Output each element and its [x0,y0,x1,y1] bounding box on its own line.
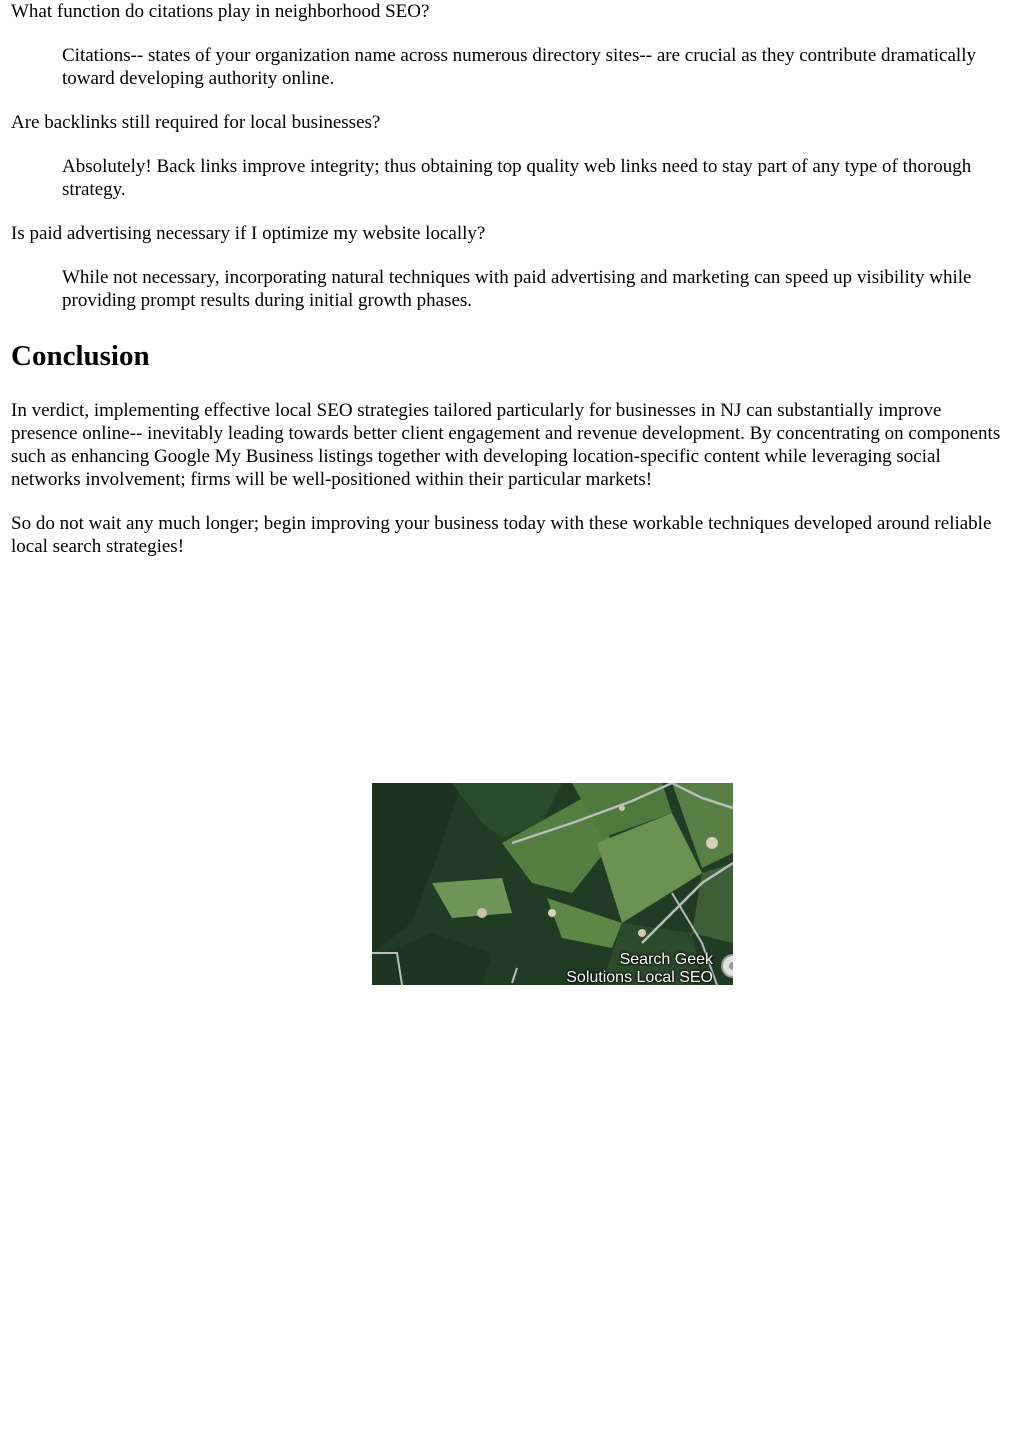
map-place-label: Solutions Local SEO [566,969,713,985]
faq-answer: While not necessary, incorporating natural techniques with paid advertising and marketing can speed up visibility while providing prompt results during initial growth phases. [62,267,972,311]
satellite-map-image[interactable] [372,783,733,985]
faq-question: Is paid advertising necessary if I optimize my website locally? [11,223,486,244]
article-content [11,0,1011,579]
faq-question: What function do citations play in neighborhood SEO? [11,1,430,22]
conclusion-paragraph: So do not wait any much longer; begin improving your business today with these workable techniques developed around reliable local search strategies! [11,513,992,557]
conclusion-paragraph: In verdict, implementing effective local SEO strategies tailored particularly for businesses in NJ can substantially improve presence online-- inevitably leading towards better client engagement and revenue development. By concentrating on components such as enhancing Google My Business listings together with developing location-specific content while leveraging social networks involvement; firms will be well-positioned within their particular markets! [11,400,1001,490]
faq-list [11,0,1011,312]
conclusion-heading: Conclusion [11,340,150,372]
map-place-label: Search Geek [619,951,713,968]
faq-question: Are backlinks still required for local businesses? [11,112,381,133]
faq-answer: Absolutely! Back links improve integrity; thus obtaining top quality web links need to stay part of any type of thorough strategy. [62,156,972,200]
faq-answer: Citations-- states of your organization name across numerous directory sites-- are crucial as they contribute dramatically toward developing authority online. [62,45,976,89]
